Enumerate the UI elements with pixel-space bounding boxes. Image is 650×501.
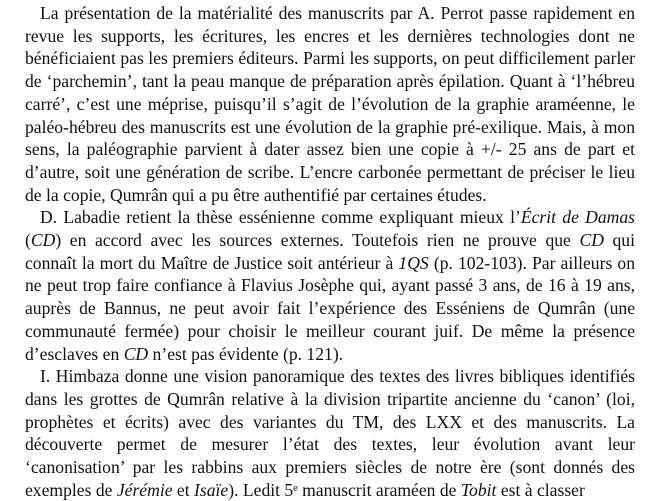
text-segment: ( <box>25 230 31 251</box>
text-segment: ) en accord avec les sources externes. Toutefois rien ne prouve que <box>55 230 580 251</box>
italic-abbrev-cd: CD <box>579 230 604 251</box>
text-segment: n’est pas évidente (p. 121). <box>148 343 344 364</box>
text-segment: (p. 102-103). Par ailleurs on ne peut trop faire confiance à Flavius Josèphe qui, ayant passé 3 ans, de 16 à 19 ans, auprès de Bannus, ne peut avoir fait l’expérience des Esséniens de Qumrân (une communauté fermée) pour choisir le meilleur courant juif. De même la présence d’esclaves en <box>25 252 636 364</box>
text-segment: La présentation de la matérialité des manuscrits par A. Perrot passe rapidement en revue les supports, les écritures, les encres et les dernières technologies dont ne bénéficiaient pas les premiers éditeurs. Parmi les supports, on peut difficilement parler de ‘parchemin’, tant la peau manque de préparation après épilation. Quant à ‘l’hébreu carré’, c’est une méprise, puisqu’il s’agit de l’évolution de la graphie araméenne, le paléo-hébreu des manuscrits est une évolution de la graphie pré-exilique. Mais, à mon sens, la paléographie parvient à dater assez bien une copie à +/- 25 ans de part et d’autre, soit une génération de scribe. L’encre carbonée permettant de préciser le lieu de la copie, Qumrân qui a pu être authentifié par certaines études. <box>25 3 635 205</box>
italic-title-tobit: Tobit <box>460 479 497 500</box>
paragraph-labadie <box>25 206 635 365</box>
italic-abbrev-cd: CD <box>123 343 149 364</box>
italic-title-ecrit-de-damas: Écrit de Damas <box>520 207 635 228</box>
italic-abbrev-cd: CD <box>30 230 56 251</box>
italic-abbrev-1qs: 1QS <box>398 252 429 273</box>
text-segment: ). Ledit 5ᵉ manuscrit araméen de <box>228 479 461 500</box>
paragraph-perrot <box>25 2 635 206</box>
text-segment: I. Himbaza donne une vision panoramique des textes des livres bibliques identifiés dans les grottes de Qumrân relative à la division tripartite ancienne du ‘canon’ (loi, prophètes et écrits) avec des variantes du TM, des LXX et des manuscrits. La découverte permet de mesurer l’état des textes, leur évolution avant leur ‘canonisation’ par les rabbins aux premiers siècles de notre ère (sont donnés des exemples de <box>25 366 635 500</box>
text-segment: est à classer <box>496 479 585 500</box>
paragraph-himbaza <box>25 365 635 501</box>
italic-title-isaie: Isaïe <box>194 479 229 500</box>
italic-title-jeremie: Jérémie <box>116 479 173 500</box>
text-segment: qui connaît la mort du Maître de Justice soit antérieur à <box>25 230 635 273</box>
text-segment: D. Labadie retient la thèse essénienne comme expliquant mieux l’ <box>40 207 521 228</box>
text-segment: et <box>172 479 195 500</box>
